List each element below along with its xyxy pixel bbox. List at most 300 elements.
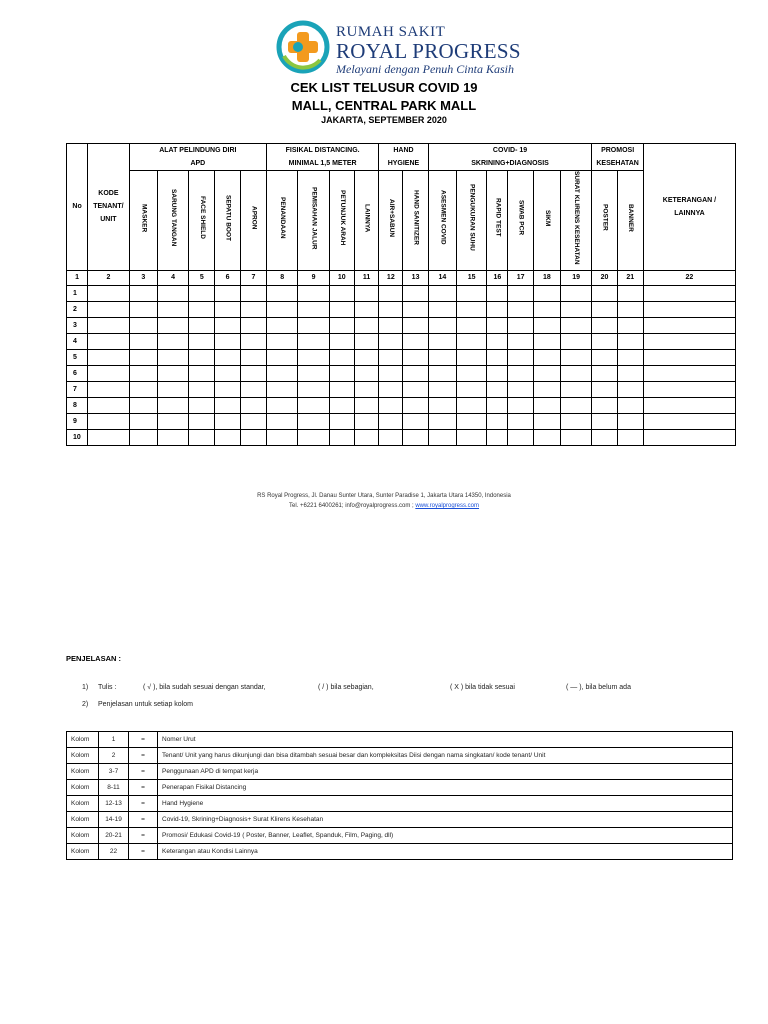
column-number-cell: 7 bbox=[240, 270, 266, 285]
check-cell[interactable] bbox=[215, 317, 240, 333]
check-cell[interactable] bbox=[508, 397, 533, 413]
check-cell[interactable] bbox=[487, 317, 508, 333]
check-cell[interactable] bbox=[379, 429, 403, 445]
check-cell[interactable] bbox=[379, 317, 403, 333]
check-cell[interactable] bbox=[157, 381, 188, 397]
check-cell[interactable] bbox=[88, 429, 129, 445]
check-cell[interactable] bbox=[240, 429, 266, 445]
check-cell[interactable] bbox=[617, 285, 643, 301]
check-cell[interactable] bbox=[487, 413, 508, 429]
check-cell[interactable] bbox=[215, 333, 240, 349]
legend-range: 1 bbox=[99, 732, 129, 748]
check-cell[interactable] bbox=[354, 333, 378, 349]
check-cell[interactable] bbox=[561, 301, 592, 317]
check-cell[interactable] bbox=[456, 333, 486, 349]
check-cell[interactable] bbox=[643, 333, 735, 349]
column-number-cell: 19 bbox=[561, 270, 592, 285]
table-row bbox=[67, 413, 736, 429]
check-cell[interactable] bbox=[403, 413, 428, 429]
check-cell[interactable] bbox=[456, 301, 486, 317]
check-cell[interactable] bbox=[298, 381, 329, 397]
subcol-label: SARUNG TANGAN bbox=[170, 189, 178, 247]
check-cell[interactable] bbox=[617, 333, 643, 349]
legend-description: Penggunaan APD di tempat kerja bbox=[158, 764, 733, 780]
check-cell[interactable] bbox=[643, 381, 735, 397]
legend-range: 22 bbox=[99, 844, 129, 860]
check-cell[interactable] bbox=[487, 285, 508, 301]
check-cell[interactable] bbox=[298, 301, 329, 317]
check-cell[interactable] bbox=[298, 429, 329, 445]
legend-description: Keterangan atau Kondisi Lainnya bbox=[158, 844, 733, 860]
check-cell[interactable] bbox=[403, 317, 428, 333]
header-group-covid bbox=[428, 144, 592, 171]
check-cell[interactable] bbox=[129, 285, 157, 301]
check-cell[interactable] bbox=[189, 429, 215, 445]
penjelasan-heading: PENJELASAN : bbox=[66, 654, 122, 663]
check-cell[interactable] bbox=[240, 349, 266, 365]
check-cell[interactable] bbox=[533, 413, 560, 429]
check-cell[interactable] bbox=[189, 285, 215, 301]
check-cell[interactable] bbox=[215, 365, 240, 381]
check-cell[interactable] bbox=[643, 397, 735, 413]
check-cell[interactable] bbox=[643, 349, 735, 365]
check-cell[interactable] bbox=[592, 333, 617, 349]
check-cell[interactable] bbox=[456, 397, 486, 413]
check-cell[interactable] bbox=[456, 365, 486, 381]
check-cell[interactable] bbox=[157, 429, 188, 445]
check-cell[interactable] bbox=[215, 429, 240, 445]
subcol-face-shield bbox=[189, 171, 215, 271]
subcol-hand-sanitizer bbox=[403, 171, 428, 271]
group-ket-line1: KETERANGAN / bbox=[662, 196, 717, 204]
header-group-fisikal bbox=[267, 144, 379, 171]
check-cell[interactable] bbox=[298, 365, 329, 381]
legend-kolom: Kolom bbox=[67, 780, 99, 796]
check-cell[interactable] bbox=[487, 365, 508, 381]
legend-kolom: Kolom bbox=[67, 732, 99, 748]
logo-tagline: Melayani dengan Penuh Cinta Kasih bbox=[336, 62, 514, 76]
check-cell[interactable] bbox=[240, 285, 266, 301]
check-cell[interactable] bbox=[88, 365, 129, 381]
check-cell[interactable] bbox=[533, 301, 560, 317]
check-cell[interactable] bbox=[354, 413, 378, 429]
check-cell[interactable] bbox=[329, 285, 354, 301]
subcol-sepatu-boot bbox=[215, 171, 240, 271]
legend-description: Hand Hygiene bbox=[158, 796, 733, 812]
check-cell[interactable] bbox=[428, 381, 456, 397]
check-cell[interactable] bbox=[240, 381, 266, 397]
check-cell[interactable] bbox=[298, 397, 329, 413]
check-cell[interactable] bbox=[456, 349, 486, 365]
legend-equals: = bbox=[129, 828, 158, 844]
legend-row bbox=[67, 796, 733, 812]
group-hand-line2: HYGIENE bbox=[387, 160, 420, 167]
check-cell[interactable] bbox=[88, 381, 129, 397]
check-cell[interactable] bbox=[428, 429, 456, 445]
check-cell[interactable] bbox=[428, 301, 456, 317]
column-number-row bbox=[67, 270, 736, 285]
check-cell[interactable] bbox=[240, 413, 266, 429]
check-cell[interactable] bbox=[379, 365, 403, 381]
check-cell[interactable] bbox=[157, 333, 188, 349]
column-number-cell: 12 bbox=[379, 270, 403, 285]
check-cell[interactable] bbox=[379, 349, 403, 365]
legend-description: Covid-19, Skrining+Diagnosis+ Surat Klirens Kesehatan bbox=[158, 812, 733, 828]
check-cell[interactable] bbox=[428, 317, 456, 333]
check-cell[interactable] bbox=[428, 333, 456, 349]
row-number: 8 bbox=[67, 397, 88, 413]
check-cell[interactable] bbox=[329, 317, 354, 333]
check-cell[interactable] bbox=[592, 365, 617, 381]
check-cell[interactable] bbox=[215, 381, 240, 397]
check-cell[interactable] bbox=[487, 397, 508, 413]
check-cell[interactable] bbox=[267, 381, 298, 397]
check-cell[interactable] bbox=[157, 413, 188, 429]
check-cell[interactable] bbox=[129, 397, 157, 413]
row-number: 3 bbox=[67, 317, 88, 333]
logo-line-royal-progress: ROYAL PROGRESS bbox=[336, 39, 521, 63]
check-cell[interactable] bbox=[240, 365, 266, 381]
check-cell[interactable] bbox=[240, 301, 266, 317]
check-cell[interactable] bbox=[129, 333, 157, 349]
column-number-cell: 9 bbox=[298, 270, 329, 285]
doc-title: CEK LIST TELUSUR COVID 19 bbox=[290, 80, 478, 95]
check-cell[interactable] bbox=[561, 349, 592, 365]
row-number: 10 bbox=[67, 429, 88, 445]
check-cell[interactable] bbox=[189, 349, 215, 365]
legend-row bbox=[67, 780, 733, 796]
check-cell[interactable] bbox=[403, 381, 428, 397]
check-cell[interactable] bbox=[354, 381, 378, 397]
check-cell[interactable] bbox=[508, 301, 533, 317]
check-cell[interactable] bbox=[617, 381, 643, 397]
subcol-label: SEPATU BOOT bbox=[224, 194, 232, 241]
check-cell[interactable] bbox=[267, 349, 298, 365]
check-cell[interactable] bbox=[157, 285, 188, 301]
check-cell[interactable] bbox=[508, 365, 533, 381]
subcol-label: MASKER bbox=[140, 203, 148, 232]
legend-kolom: Kolom bbox=[67, 812, 99, 828]
footer-address: RS Royal Progress, Jl. Danau Sunter Utara, Sunter Paradise 1, Jakarta Utara 14350, Indonesia bbox=[257, 493, 511, 499]
check-cell[interactable] bbox=[617, 301, 643, 317]
check-cell[interactable] bbox=[329, 413, 354, 429]
check-cell[interactable] bbox=[379, 413, 403, 429]
check-cell[interactable] bbox=[298, 317, 329, 333]
check-cell[interactable] bbox=[533, 429, 560, 445]
check-cell[interactable] bbox=[157, 365, 188, 381]
check-cell[interactable] bbox=[215, 397, 240, 413]
check-cell[interactable] bbox=[561, 333, 592, 349]
column-number-cell: 22 bbox=[643, 270, 735, 285]
check-cell[interactable] bbox=[428, 397, 456, 413]
check-cell[interactable] bbox=[456, 317, 486, 333]
check-cell[interactable] bbox=[533, 349, 560, 365]
check-cell[interactable] bbox=[379, 285, 403, 301]
check-cell[interactable] bbox=[88, 285, 129, 301]
check-cell[interactable] bbox=[456, 413, 486, 429]
check-cell[interactable] bbox=[561, 429, 592, 445]
check-cell[interactable] bbox=[329, 349, 354, 365]
check-cell[interactable] bbox=[189, 365, 215, 381]
check-cell[interactable] bbox=[592, 301, 617, 317]
legend-description: Tenant/ Unit yang harus dikunjungi dan bisa ditambah sesuai besar dan kompleksitas Diisi dengan nama singkatan/ kode tenant/ Unit bbox=[158, 748, 733, 764]
legend-range: 2 bbox=[99, 748, 129, 764]
check-cell[interactable] bbox=[240, 317, 266, 333]
check-cell[interactable] bbox=[643, 285, 735, 301]
item1-label: Tulis : bbox=[98, 684, 117, 691]
legend-kolom: Kolom bbox=[67, 764, 99, 780]
check-cell[interactable] bbox=[428, 285, 456, 301]
legend-range: 3-7 bbox=[99, 764, 129, 780]
check-cell[interactable] bbox=[592, 349, 617, 365]
check-cell[interactable] bbox=[592, 317, 617, 333]
column-number-cell: 21 bbox=[617, 270, 643, 285]
check-cell[interactable] bbox=[617, 397, 643, 413]
group-covid-line2: SKRINING+DIAGNOSIS bbox=[471, 160, 549, 167]
check-cell[interactable] bbox=[561, 317, 592, 333]
check-cell[interactable] bbox=[329, 381, 354, 397]
check-cell[interactable] bbox=[379, 381, 403, 397]
legend-kolom: Kolom bbox=[67, 828, 99, 844]
check-cell[interactable] bbox=[240, 333, 266, 349]
check-cell[interactable] bbox=[403, 333, 428, 349]
check-cell[interactable] bbox=[298, 349, 329, 365]
check-cell[interactable] bbox=[403, 285, 428, 301]
check-cell[interactable] bbox=[508, 429, 533, 445]
check-cell[interactable] bbox=[298, 285, 329, 301]
check-cell[interactable] bbox=[508, 333, 533, 349]
subcol-masker bbox=[129, 171, 157, 271]
check-cell[interactable] bbox=[354, 349, 378, 365]
check-cell[interactable] bbox=[403, 429, 428, 445]
subcol-label: SIKM bbox=[543, 209, 551, 226]
check-cell[interactable] bbox=[428, 349, 456, 365]
check-cell[interactable] bbox=[215, 301, 240, 317]
check-cell[interactable] bbox=[456, 285, 486, 301]
check-cell[interactable] bbox=[267, 333, 298, 349]
row-number: 4 bbox=[67, 333, 88, 349]
check-cell[interactable] bbox=[487, 333, 508, 349]
check-cell[interactable] bbox=[157, 397, 188, 413]
check-cell[interactable] bbox=[215, 413, 240, 429]
row-number: 5 bbox=[67, 349, 88, 365]
check-cell[interactable] bbox=[267, 413, 298, 429]
check-cell[interactable] bbox=[189, 381, 215, 397]
subcol-label: APRON bbox=[250, 206, 258, 230]
check-cell[interactable] bbox=[379, 301, 403, 317]
legend-equals: = bbox=[129, 796, 158, 812]
check-cell[interactable] bbox=[508, 381, 533, 397]
column-number-cell: 6 bbox=[215, 270, 240, 285]
item2-text: Penjelasan untuk setiap kolom bbox=[98, 701, 193, 708]
subcol-swab-pcr bbox=[508, 171, 533, 271]
check-cell[interactable] bbox=[403, 365, 428, 381]
check-cell[interactable] bbox=[379, 333, 403, 349]
check-cell[interactable] bbox=[157, 317, 188, 333]
check-cell[interactable] bbox=[267, 317, 298, 333]
check-cell[interactable] bbox=[354, 285, 378, 301]
legend-range: 14-19 bbox=[99, 812, 129, 828]
check-cell[interactable] bbox=[533, 285, 560, 301]
check-cell[interactable] bbox=[643, 429, 735, 445]
doc-location-date: JAKARTA, SEPTEMBER 2020 bbox=[321, 115, 447, 125]
column-number-cell: 11 bbox=[354, 270, 378, 285]
group-covid-line1: COVID- 19 bbox=[492, 147, 528, 154]
check-cell[interactable] bbox=[267, 285, 298, 301]
group-promosi-line2: KESEHATAN bbox=[596, 160, 639, 167]
table-row bbox=[67, 317, 736, 333]
footer-website-link[interactable]: www.royalprogress.com bbox=[415, 503, 480, 509]
subcol-label: PENGUKURAN SUHU bbox=[468, 184, 476, 252]
check-cell[interactable] bbox=[643, 413, 735, 429]
subcol-sikm bbox=[533, 171, 560, 271]
check-cell[interactable] bbox=[403, 301, 428, 317]
check-cell[interactable] bbox=[129, 413, 157, 429]
check-cell[interactable] bbox=[592, 429, 617, 445]
check-cell[interactable] bbox=[561, 397, 592, 413]
column-number-cell: 13 bbox=[403, 270, 428, 285]
check-cell[interactable] bbox=[508, 349, 533, 365]
check-cell[interactable] bbox=[129, 317, 157, 333]
row-number: 7 bbox=[67, 381, 88, 397]
check-cell[interactable] bbox=[129, 381, 157, 397]
check-cell[interactable] bbox=[354, 397, 378, 413]
check-cell[interactable] bbox=[561, 285, 592, 301]
check-cell[interactable] bbox=[456, 381, 486, 397]
group-apd-line1: ALAT PELINDUNG DIRI bbox=[159, 147, 237, 154]
check-cell[interactable] bbox=[428, 413, 456, 429]
check-cell[interactable] bbox=[508, 413, 533, 429]
check-cell[interactable] bbox=[329, 333, 354, 349]
column-number-cell: 16 bbox=[487, 270, 508, 285]
item1-number: 1) bbox=[82, 684, 89, 691]
footer-contact: Tel. +6221 6400261; info@royalprogress.com ; bbox=[288, 503, 414, 509]
check-cell[interactable] bbox=[533, 333, 560, 349]
check-cell[interactable] bbox=[533, 397, 560, 413]
row-number: 1 bbox=[67, 285, 88, 301]
check-cell[interactable] bbox=[487, 301, 508, 317]
check-cell[interactable] bbox=[329, 365, 354, 381]
check-cell[interactable] bbox=[592, 381, 617, 397]
check-cell[interactable] bbox=[129, 365, 157, 381]
check-cell[interactable] bbox=[189, 333, 215, 349]
check-cell[interactable] bbox=[88, 349, 129, 365]
check-cell[interactable] bbox=[329, 429, 354, 445]
subcol-banner bbox=[617, 171, 643, 271]
doc-subtitle: MALL, CENTRAL PARK MALL bbox=[291, 98, 477, 113]
subcol-apron bbox=[240, 171, 266, 271]
header-kode-line2: TENANT/ bbox=[93, 203, 124, 211]
check-cell[interactable] bbox=[617, 429, 643, 445]
check-cell[interactable] bbox=[379, 397, 403, 413]
check-cell[interactable] bbox=[240, 397, 266, 413]
check-cell[interactable] bbox=[456, 429, 486, 445]
subcol-label: POSTER bbox=[601, 204, 609, 232]
check-cell[interactable] bbox=[533, 365, 560, 381]
item1-dash: ( — ), bila belum ada bbox=[566, 684, 631, 691]
check-cell[interactable] bbox=[354, 301, 378, 317]
check-cell[interactable] bbox=[403, 349, 428, 365]
column-number-cell: 17 bbox=[508, 270, 533, 285]
check-cell[interactable] bbox=[267, 301, 298, 317]
check-cell[interactable] bbox=[561, 365, 592, 381]
check-cell[interactable] bbox=[129, 429, 157, 445]
hospital-logo-text bbox=[336, 24, 521, 76]
item1-slash: ( / ) bila sebagian, bbox=[318, 684, 374, 691]
check-cell[interactable] bbox=[298, 413, 329, 429]
check-cell[interactable] bbox=[643, 317, 735, 333]
check-cell[interactable] bbox=[592, 413, 617, 429]
check-cell[interactable] bbox=[88, 413, 129, 429]
check-cell[interactable] bbox=[354, 317, 378, 333]
check-cell[interactable] bbox=[617, 365, 643, 381]
check-cell[interactable] bbox=[189, 301, 215, 317]
column-number-cell: 10 bbox=[329, 270, 354, 285]
check-cell[interactable] bbox=[189, 317, 215, 333]
check-cell[interactable] bbox=[508, 317, 533, 333]
check-cell[interactable] bbox=[487, 349, 508, 365]
check-cell[interactable] bbox=[215, 349, 240, 365]
table-row bbox=[67, 365, 736, 381]
check-cell[interactable] bbox=[88, 317, 129, 333]
check-cell[interactable] bbox=[129, 349, 157, 365]
legend-table bbox=[66, 731, 733, 860]
check-cell[interactable] bbox=[561, 381, 592, 397]
column-number-cell: 20 bbox=[592, 270, 617, 285]
check-cell[interactable] bbox=[329, 301, 354, 317]
check-cell[interactable] bbox=[157, 349, 188, 365]
check-cell[interactable] bbox=[88, 397, 129, 413]
legend-equals: = bbox=[129, 812, 158, 828]
check-cell[interactable] bbox=[592, 285, 617, 301]
subcol-label: FACE SHIELD bbox=[198, 196, 206, 240]
check-cell[interactable] bbox=[88, 333, 129, 349]
check-cell[interactable] bbox=[643, 365, 735, 381]
check-cell[interactable] bbox=[428, 365, 456, 381]
check-cell[interactable] bbox=[617, 317, 643, 333]
legend-range: 20-21 bbox=[99, 828, 129, 844]
check-cell[interactable] bbox=[617, 349, 643, 365]
check-cell[interactable] bbox=[561, 413, 592, 429]
legend-row bbox=[67, 732, 733, 748]
subcol-penandaan bbox=[267, 171, 298, 271]
check-cell[interactable] bbox=[643, 301, 735, 317]
check-cell[interactable] bbox=[189, 397, 215, 413]
check-cell[interactable] bbox=[298, 333, 329, 349]
check-cell[interactable] bbox=[215, 285, 240, 301]
header-kode-line3: UNIT bbox=[100, 216, 117, 224]
check-cell[interactable] bbox=[533, 317, 560, 333]
column-number-cell: 5 bbox=[189, 270, 215, 285]
check-cell[interactable] bbox=[267, 397, 298, 413]
check-cell[interactable] bbox=[189, 413, 215, 429]
check-cell[interactable] bbox=[508, 285, 533, 301]
check-cell[interactable] bbox=[267, 365, 298, 381]
check-cell[interactable] bbox=[592, 397, 617, 413]
check-cell[interactable] bbox=[157, 301, 188, 317]
check-cell[interactable] bbox=[354, 429, 378, 445]
check-cell[interactable] bbox=[487, 429, 508, 445]
check-cell[interactable] bbox=[533, 381, 560, 397]
check-cell[interactable] bbox=[329, 397, 354, 413]
check-cell[interactable] bbox=[354, 365, 378, 381]
check-cell[interactable] bbox=[487, 381, 508, 397]
check-cell[interactable] bbox=[129, 301, 157, 317]
check-cell[interactable] bbox=[267, 429, 298, 445]
check-cell[interactable] bbox=[88, 301, 129, 317]
check-cell[interactable] bbox=[403, 397, 428, 413]
check-cell[interactable] bbox=[617, 413, 643, 429]
